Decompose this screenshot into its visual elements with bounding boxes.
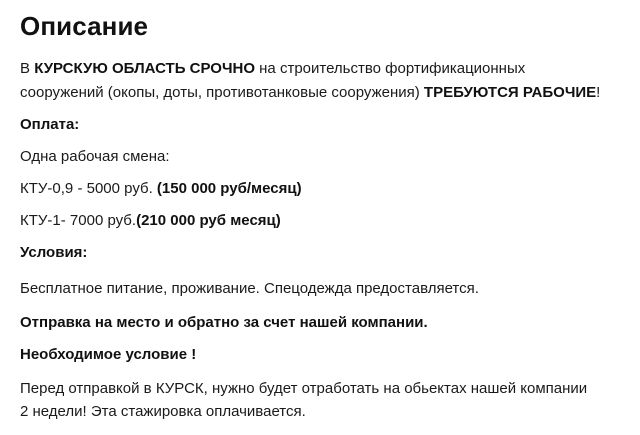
rate-line-2 <box>20 210 281 232</box>
benefits-text: Бесплатное питание, проживание. Спецодежда предоставляется. <box>20 280 479 297</box>
rate-line-1 <box>20 178 302 200</box>
rate2-text: КТУ-1- 7000 руб. <box>20 212 137 229</box>
transport-text: Отправка на место и обратно за счет нашей компании. <box>20 314 428 331</box>
intro-prefix: В <box>20 60 35 77</box>
requirement-line-1: Перед отправкой в КУРСК, нужно будет отработать на обьектах нашей компании <box>20 380 588 397</box>
intro-suffix: на строительство фортификационных <box>254 60 526 77</box>
rate1-monthly-bold: (150 000 руб/месяц) <box>156 180 302 197</box>
payment-heading: Оплата: <box>20 116 80 133</box>
requirement-heading: Необходимое условие ! <box>20 346 197 363</box>
intro-exclamation: ! <box>596 84 601 101</box>
intro-line-1 <box>20 58 525 80</box>
conditions-heading: Условия: <box>20 244 88 261</box>
shift-label: Одна рабочая смена: <box>20 148 170 165</box>
intro-line-2 <box>20 82 600 104</box>
rate2-monthly-bold: (210 000 руб месяц) <box>136 212 281 229</box>
rate1-text: КТУ-0,9 - 5000 руб. <box>20 180 157 197</box>
requirement-line-2: 2 недели! Эта стажировка оплачивается. <box>20 403 306 420</box>
intro-workers-bold: ТРЕБУЮТСЯ РАБОЧИЕ <box>423 84 597 101</box>
intro-structures-text: сооружений (окопы, доты, противотанковые сооружения) <box>20 84 424 101</box>
intro-region-bold: КУРСКУЮ ОБЛАСТЬ СРОЧНО <box>34 60 255 77</box>
page-title: Описание <box>20 11 149 41</box>
